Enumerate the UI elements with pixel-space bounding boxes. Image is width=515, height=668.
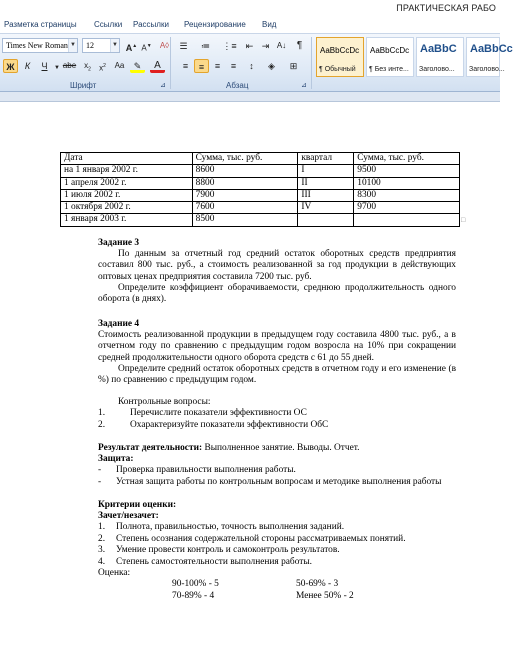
- table-cell: 1 апреля 2002 г.: [61, 177, 193, 189]
- superscript-icon[interactable]: $x^2$: [99, 63, 106, 73]
- table-row: [61, 202, 460, 214]
- ruler: [0, 92, 500, 102]
- numbering-icon[interactable]: ≔: [201, 41, 210, 51]
- defense-text: Проверка правильности выполнения работы.: [116, 465, 296, 475]
- bold-icon[interactable]: Ж: [3, 59, 18, 73]
- borders-icon[interactable]: ⊞: [289, 61, 298, 71]
- criteria-title: Критерии оценки:: [98, 500, 177, 510]
- pilcrow-icon[interactable]: ¶: [296, 40, 303, 51]
- line-spacing-icon[interactable]: ↕: [249, 61, 254, 71]
- table-resize-handle-icon[interactable]: □: [461, 216, 466, 224]
- table-header-cell: Сумма, тыс. руб.: [192, 153, 298, 165]
- table-cell: 8800: [192, 177, 298, 189]
- task4-paragraph-1: Стоимость реализованной продукции в предыдущем году составила 4800 тыс. руб., а в отчетном году по сравнению с предыдущим годом возросла на 10% при сокращении средней продолжительности одного оборота средств с 61 до 55 дней.: [98, 330, 456, 363]
- result-label: Результат деятельности:: [98, 443, 203, 453]
- chevron-down-icon[interactable]: ▼: [68, 39, 77, 52]
- question-text: Перечислите показатели эффективности ОС: [130, 408, 307, 418]
- tab-view[interactable]: Вид: [262, 20, 277, 29]
- task3-paragraph-1: По данным за отчетный год средний остаток оборотных средств предприятия составил 800 тыс. руб., а стоимость реализованной за год продукции в действующих оптовых ценах предприятия составила 7200 тыс. руб.: [98, 249, 456, 282]
- defense-bullet: -: [98, 465, 102, 475]
- table-cell: 8600: [192, 165, 298, 177]
- table-row: [61, 177, 460, 189]
- chevron-down-icon[interactable]: ▼: [110, 39, 119, 52]
- clear-format-icon[interactable]: A◊: [159, 41, 170, 50]
- table-header-cell: Сумма, тыс. руб.: [354, 153, 460, 165]
- table-cell: 10100: [354, 177, 460, 189]
- shading-icon[interactable]: ◈: [268, 61, 275, 71]
- grow-font-icon[interactable]: A▲: [125, 43, 138, 53]
- table-header-cell: квартал: [298, 153, 354, 165]
- group-divider: [170, 37, 171, 89]
- style-name: ¶ Без инте...: [369, 66, 409, 73]
- align-left-icon[interactable]: ≡: [182, 61, 189, 71]
- table-cell: I: [298, 165, 354, 177]
- subscript-icon[interactable]: $x_2$: [84, 61, 91, 73]
- table-header-row: [61, 153, 460, 165]
- question-number: 2.: [98, 420, 106, 430]
- style-no-spacing[interactable]: [366, 37, 414, 77]
- justify-icon[interactable]: ≡: [230, 61, 237, 71]
- table-cell: 8500: [192, 214, 298, 226]
- style-name: Заголово...: [419, 66, 455, 73]
- align-center-icon[interactable]: ≡: [194, 59, 209, 73]
- table-cell: 8300: [354, 189, 460, 201]
- grade-item: 50-69% - 3: [296, 579, 339, 589]
- underline-icon[interactable]: Ч: [41, 61, 48, 71]
- decrease-indent-icon[interactable]: ⇤: [245, 41, 254, 51]
- bullets-icon[interactable]: ☰: [179, 41, 188, 51]
- style-sample: AaBbCcDc: [370, 46, 410, 55]
- criteria-number: 4.: [98, 557, 106, 567]
- style-heading-1[interactable]: [416, 37, 464, 77]
- data-table: [60, 152, 460, 227]
- result-text: Выполненное занятие. Выводы. Отчет.: [202, 443, 360, 453]
- style-heading-2[interactable]: [466, 37, 513, 77]
- group-label-font: Шрифт: [70, 81, 97, 90]
- task4-title: Задание 4: [98, 319, 140, 329]
- criteria-text: Полнота, правильностью, точность выполнения заданий.: [116, 522, 345, 532]
- criteria-number: 1.: [98, 522, 106, 532]
- group-divider: [311, 37, 312, 89]
- font-family-value: Times New Roman: [6, 41, 68, 50]
- question-number: 1.: [98, 408, 106, 418]
- table-cell: 1 июля 2002 г.: [61, 189, 193, 201]
- highlight-icon[interactable]: ✎: [130, 59, 145, 73]
- chevron-down-icon[interactable]: ▼: [54, 65, 60, 71]
- grade-item: Менее 50% - 2: [296, 591, 354, 601]
- style-normal[interactable]: [316, 37, 364, 77]
- tab-review[interactable]: Рецензирование: [184, 20, 246, 29]
- task4-paragraph-2: Определите средний остаток оборотных средств в отчетном году и его изменение (в %) по сравнению с предыдущим годом.: [98, 364, 456, 386]
- questions-title: Контрольные вопросы:: [118, 397, 211, 407]
- sort-icon[interactable]: A↓: [276, 41, 287, 50]
- font-family-select[interactable]: [2, 38, 78, 53]
- table-cell: [298, 214, 354, 226]
- shrink-font-icon[interactable]: A▼: [141, 43, 152, 53]
- table-cell: IV: [298, 202, 354, 214]
- result-line: [98, 443, 360, 454]
- table-row: [61, 165, 460, 177]
- table-cell: 1 октября 2002 г.: [61, 202, 193, 214]
- change-case-icon[interactable]: Aa: [114, 61, 125, 70]
- font-color-icon[interactable]: A: [150, 59, 165, 73]
- criteria-number: 3.: [98, 545, 106, 555]
- title-bar: [0, 0, 500, 18]
- table-cell: II: [298, 177, 354, 189]
- multilevel-list-icon[interactable]: ⋮≡: [222, 41, 237, 51]
- style-name: ¶ Обычный: [319, 66, 356, 73]
- ribbon: [0, 34, 513, 92]
- tab-references[interactable]: Ссылки: [94, 20, 123, 29]
- table-cell: 7600: [192, 202, 298, 214]
- group-label-paragraph: Абзац: [226, 81, 249, 90]
- defense-title: Защита:: [98, 454, 134, 464]
- defense-text: Устная защита работы по контрольным вопросам и методике выполнения работы: [116, 477, 442, 487]
- align-right-icon[interactable]: ≡: [214, 61, 221, 71]
- table-cell: 9700: [354, 202, 460, 214]
- document-title: ПРАКТИЧЕСКАЯ РАБО: [396, 3, 496, 13]
- style-sample: AaBbCc: [470, 43, 513, 55]
- document-page[interactable]: [0, 102, 500, 668]
- criteria-text: Умение провести контроль и самоконтроль результатов.: [116, 545, 340, 555]
- grade-item: 70-89% - 4: [172, 591, 215, 601]
- criteria-text: Степень самостоятельности выполнения работы.: [116, 557, 312, 567]
- table-cell: III: [298, 189, 354, 201]
- task3-title: Задание 3: [98, 238, 140, 248]
- table-cell: 7900: [192, 189, 298, 201]
- table-row: [61, 189, 460, 201]
- table-cell: 1 января 2003 г.: [61, 214, 193, 226]
- font-dialog-launcher-icon[interactable]: ⊿: [160, 82, 166, 89]
- table-row: [61, 214, 460, 226]
- defense-bullet: -: [98, 477, 102, 487]
- criteria-text: Степень осознания содержательной стороны рассматриваемых понятий.: [116, 534, 406, 544]
- tab-page-layout[interactable]: Разметка страницы: [4, 20, 77, 29]
- table-cell: 9500: [354, 165, 460, 177]
- paragraph-dialog-launcher-icon[interactable]: ⊿: [301, 82, 307, 89]
- font-size-value: 12: [86, 41, 94, 50]
- style-sample: AaBbC: [420, 43, 457, 55]
- style-sample: AaBbCcDc: [320, 46, 360, 55]
- table-cell: на 1 января 2002 г.: [61, 165, 193, 177]
- style-name: Заголово...: [469, 66, 505, 73]
- criteria-subtitle: Зачет/незачет:: [98, 511, 159, 521]
- strikethrough-icon[interactable]: abe: [62, 61, 77, 70]
- criteria-number: 2.: [98, 534, 106, 544]
- tab-mailings[interactable]: Рассылки: [133, 20, 169, 29]
- grade-item: 90-100% - 5: [172, 579, 219, 589]
- table-header-cell: Дата: [61, 153, 193, 165]
- ribbon-tabs: [0, 18, 500, 34]
- task3-paragraph-2: Определите коэффициент оборачиваемости, среднюю продолжительность одного оборота (в днях).: [98, 283, 456, 305]
- grade-label: Оценка:: [98, 568, 131, 578]
- italic-icon[interactable]: К: [24, 61, 31, 71]
- font-size-select[interactable]: [82, 38, 120, 53]
- increase-indent-icon[interactable]: ⇥: [261, 41, 270, 51]
- table-cell: [354, 214, 460, 226]
- question-text: Охарактеризуйте показатели эффективности ОбС: [130, 420, 329, 430]
